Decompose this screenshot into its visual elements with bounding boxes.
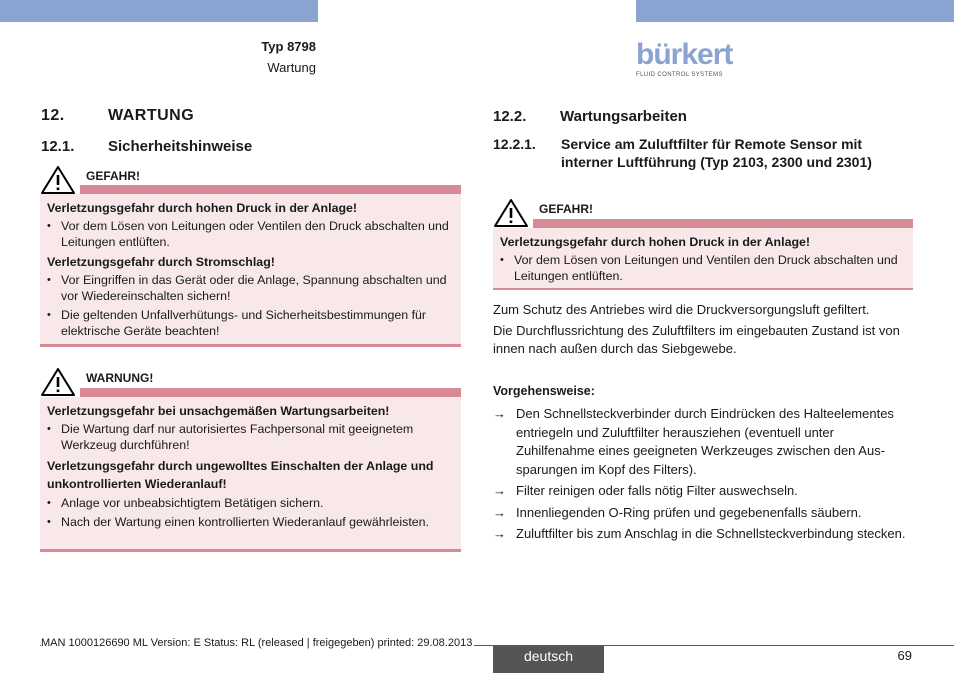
procedure-step: → Filter reinigen oder falls nötig Filter auswechseln.: [493, 482, 913, 501]
warning-triangle-icon: [40, 367, 76, 397]
arrow-right-icon: →: [493, 526, 506, 541]
arrow-right-icon: →: [493, 483, 506, 498]
procedure-step: → Den Schnellsteckverbinder durch Eindrücken des Halteelementes entriegeln und Zuluftfilter herausziehen (eventuell unter Zuhilfenahme eines geeigneten Werkzeuges zwischen den Aussparungen im Kopf des Filters).: [493, 406, 894, 477]
danger-heading: Verletzungsgefahr durch Stromschlag!: [47, 255, 275, 269]
language-tab: deutsch: [493, 645, 604, 673]
danger-item: • Vor Eingriffen in das Gerät oder die Anlage, Spannung abschalten und vor Wiedereinschalten sichern!: [47, 272, 453, 304]
warning-notice: [40, 367, 461, 552]
footer-document-info: MAN 1000126690 ML Version: E Status: RL (released | freigegeben) printed: 29.08.2013: [41, 637, 473, 649]
logo-wordmark: bürkert: [636, 38, 733, 71]
section-heading-safety: 12.1. Sicherheitshinweise: [41, 138, 253, 155]
warning-heading: Verletzungsgefahr durch ungewolltes Einschalten der Anlage und unkontrollierten Wiederanlauf!: [47, 459, 434, 491]
document-type: Typ 8798: [261, 39, 316, 54]
warning-item: • Die Wartung darf nur autorisiertes Fachpersonal mit geeignetem Werkzeug durchführen!: [47, 421, 453, 453]
warning-item: • Anlage vor unbeabsichtigtem Betätigen sichern.: [47, 495, 453, 511]
warning-title: WARNUNG!: [86, 371, 154, 385]
header-bar-right: [636, 0, 954, 22]
logo-tagline: FLUID CONTROL SYSTEMS: [636, 72, 723, 78]
subsection-heading-filter: 12.2.1. Service am Zuluftfilter für Remote Sensor mit interner Luftführung (Typ 2103, 2300 und 2301): [493, 136, 872, 170]
section-heading-maintenance: 12.2. Wartungsarbeiten: [493, 108, 687, 125]
header-bar-left: [0, 0, 318, 22]
danger-item: • Vor dem Lösen von Leitungen oder Ventilen den Druck abschalten und Leitungen entlüften.: [47, 218, 453, 250]
procedure-label: Vorgehensweise:: [493, 384, 595, 398]
arrow-right-icon: →: [493, 504, 506, 520]
warning-triangle-icon: [40, 165, 76, 195]
warning-item: • Nach der Wartung einen kontrollierten Wiederanlauf gewährleisten.: [47, 514, 453, 530]
paragraph-flow-direction: Die Durchflussrichtung des Zuluftfilters im eingebauten Zustand ist von innen nach außen durch das Siebgewebe.: [493, 323, 900, 356]
danger-heading: Verletzungsgefahr durch hohen Druck in der Anlage!: [47, 201, 358, 215]
danger-notice: [40, 165, 461, 347]
danger-title: GEFAHR!: [539, 202, 593, 216]
danger-item: • Vor dem Lösen von Leitungen und Ventilen den Druck abschalten und Leitungen entlüften.: [500, 252, 905, 284]
paragraph-filter-purpose: Zum Schutz des Antriebes wird die Druckversorgungsluft gefiltert.: [493, 302, 870, 317]
brand-logo: [636, 40, 736, 78]
danger-strip: [533, 219, 913, 228]
warning-triangle-icon: [493, 198, 529, 228]
warning-strip: [80, 388, 461, 397]
danger-item: • Die geltenden Unfallverhütungs- und Sicherheitsbestimmungen für elektrische Geräte beachten!: [47, 307, 453, 339]
arrow-right-icon: →: [493, 406, 506, 421]
procedure-step: → Zuluftfilter bis zum Anschlag in die Schnellsteckverbindung stecken.: [493, 525, 913, 544]
warning-content: [40, 397, 461, 552]
header-section: Wartung: [267, 60, 316, 75]
danger-content: [493, 228, 913, 290]
page-number: 69: [897, 648, 912, 663]
danger-strip: [80, 185, 461, 194]
danger-title: GEFAHR!: [86, 169, 140, 183]
danger-content: [40, 194, 461, 347]
chapter-heading: 12. WARTUNG: [41, 107, 195, 124]
warning-heading: Verletzungsgefahr bei unsachgemäßen Wartungsarbeiten!: [47, 404, 390, 418]
danger-notice-filter: [493, 198, 913, 293]
procedure-step: → Innenliegenden O-Ring prüfen und gegebenenfalls säubern.: [493, 504, 913, 523]
procedure-steps: [493, 405, 913, 547]
danger-heading: Verletzungsgefahr durch hohen Druck in der Anlage!: [500, 235, 811, 249]
